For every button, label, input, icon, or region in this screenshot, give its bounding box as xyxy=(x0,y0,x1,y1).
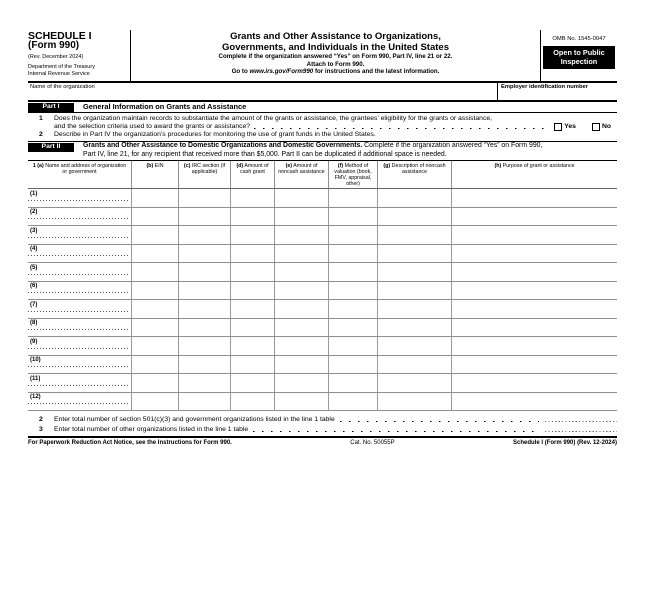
row-number: (2) xyxy=(30,209,38,216)
cash-grant-cell[interactable] xyxy=(230,356,274,374)
irc-section-cell[interactable] xyxy=(178,208,230,226)
yes-checkbox[interactable] xyxy=(554,123,562,131)
table-row xyxy=(28,319,617,338)
dept-line1: Department of the Treasury xyxy=(28,64,95,70)
row-number: (7) xyxy=(30,301,38,308)
name-address-cell[interactable] xyxy=(28,245,131,263)
cash-grant-cell[interactable] xyxy=(230,245,274,263)
ein-field[interactable]: Employer identification number xyxy=(497,83,617,100)
valuation-method-cell[interactable] xyxy=(328,337,377,355)
org-name-field[interactable]: Name of the organization xyxy=(30,84,95,90)
irc-section-cell[interactable] xyxy=(178,393,230,411)
ein-cell[interactable] xyxy=(131,300,178,318)
row-dotted-line xyxy=(28,348,130,350)
line1-number-spacer xyxy=(28,123,54,131)
noncash-amount-cell[interactable] xyxy=(274,319,328,337)
cash-grant-cell[interactable] xyxy=(230,226,274,244)
valuation-method-cell[interactable] xyxy=(328,282,377,300)
noncash-description-cell[interactable] xyxy=(377,300,451,318)
total-other-orgs-entry-field[interactable] xyxy=(545,424,617,434)
irc-section-cell[interactable] xyxy=(178,356,230,374)
form-header xyxy=(28,30,617,83)
col-f-prefix: (f) xyxy=(337,162,344,169)
irs-url-text: www.irs.gov/Form990 xyxy=(249,68,314,76)
row-number: (12) xyxy=(30,394,41,401)
ein-cell[interactable] xyxy=(131,319,178,337)
table-row xyxy=(28,282,617,301)
part2-title-rest: Complete if the organization answered “Yes” on Form 990, xyxy=(362,142,543,149)
name-address-cell[interactable] xyxy=(28,356,131,374)
grant-purpose-cell[interactable] xyxy=(451,374,617,392)
footer-form-id: Schedule I (Form 990) (Rev. 12-2024) xyxy=(513,439,617,446)
noncash-description-cell[interactable] xyxy=(377,245,451,263)
col-h-prefix: (h) xyxy=(494,162,502,169)
table-row xyxy=(28,189,617,208)
table-row xyxy=(28,356,617,375)
grant-purpose-cell[interactable] xyxy=(451,226,617,244)
total-line3-dot-leader xyxy=(253,424,539,434)
omb-block xyxy=(540,30,617,81)
ein-cell[interactable] xyxy=(131,337,178,355)
noncash-amount-cell[interactable] xyxy=(274,208,328,226)
ein-cell[interactable] xyxy=(131,393,178,411)
noncash-description-cell[interactable] xyxy=(377,356,451,374)
ein-cell[interactable] xyxy=(131,263,178,281)
noncash-amount-cell[interactable] xyxy=(274,337,328,355)
irc-section-cell[interactable] xyxy=(178,189,230,207)
cash-grant-cell[interactable] xyxy=(230,208,274,226)
ein-cell[interactable] xyxy=(131,282,178,300)
org-info-row xyxy=(28,83,617,102)
form-page xyxy=(28,30,617,446)
ein-cell[interactable] xyxy=(131,356,178,374)
name-address-cell[interactable] xyxy=(28,282,131,300)
total-line2-text: Enter total number of section 501(c)(3) and government organizations listed in the line 1 table xyxy=(54,416,335,424)
col-header-irc-section xyxy=(178,161,230,189)
noncash-amount-cell[interactable] xyxy=(274,393,328,411)
yes-no-group xyxy=(554,123,611,131)
subtitle-goto xyxy=(131,68,540,76)
part1-line1 xyxy=(28,113,617,124)
table-row xyxy=(28,393,617,412)
grant-purpose-cell[interactable] xyxy=(451,300,617,318)
name-address-cell[interactable] xyxy=(28,337,131,355)
form-subtitle xyxy=(131,53,540,76)
cash-grant-cell[interactable] xyxy=(230,393,274,411)
noncash-description-cell[interactable] xyxy=(377,282,451,300)
noncash-description-cell[interactable] xyxy=(377,226,451,244)
row-number: (5) xyxy=(30,264,38,271)
irc-section-cell[interactable] xyxy=(178,337,230,355)
col-header-valuation-method xyxy=(328,161,377,189)
irc-section-cell[interactable] xyxy=(178,245,230,263)
table-row xyxy=(28,263,617,282)
title-line1: Grants and Other Assistance to Organizations, xyxy=(230,31,441,42)
col-b-label: EIN xyxy=(154,162,164,169)
grant-purpose-cell[interactable] xyxy=(451,393,617,411)
grant-purpose-cell[interactable] xyxy=(451,282,617,300)
goto-post: for instructions and the latest information. xyxy=(313,68,440,76)
noncash-description-cell[interactable] xyxy=(377,208,451,226)
cash-grant-cell[interactable] xyxy=(230,300,274,318)
ein-cell[interactable] xyxy=(131,226,178,244)
schedule-label: SCHEDULE I xyxy=(28,30,92,42)
row-number: (6) xyxy=(30,283,38,290)
treasury-label xyxy=(28,64,130,77)
cash-grant-cell[interactable] xyxy=(230,189,274,207)
cash-grant-cell[interactable] xyxy=(230,282,274,300)
part1-title: General Information on Grants and Assistance xyxy=(83,102,247,111)
paperwork-notice: For Paperwork Reduction Act Notice, see the Instructions for Form 990. xyxy=(28,439,232,446)
valuation-method-cell[interactable] xyxy=(328,263,377,281)
row-dotted-line xyxy=(28,255,130,257)
noncash-amount-cell[interactable] xyxy=(274,282,328,300)
irc-section-cell[interactable] xyxy=(178,282,230,300)
row-number: (1) xyxy=(30,190,38,197)
yes-label: Yes xyxy=(564,123,576,130)
cash-grant-cell[interactable] xyxy=(230,263,274,281)
open-line2: Inspection xyxy=(560,56,598,66)
name-address-cell[interactable] xyxy=(28,263,131,281)
noncash-amount-cell[interactable] xyxy=(274,356,328,374)
total-501c3-entry-field[interactable] xyxy=(545,414,617,424)
no-checkbox[interactable] xyxy=(592,123,600,131)
table-row xyxy=(28,300,617,319)
total-501c3-line xyxy=(28,414,617,424)
total-other-orgs-line xyxy=(28,424,617,434)
row-number: (3) xyxy=(30,227,38,234)
part1-line2 xyxy=(28,131,617,139)
grant-purpose-cell[interactable] xyxy=(451,337,617,355)
form-number-label: (Form 990) xyxy=(28,40,80,51)
line1-number: 1 xyxy=(39,115,43,122)
row-dotted-line xyxy=(28,329,130,331)
grant-purpose-cell[interactable] xyxy=(451,356,617,374)
goto-pre: Go to xyxy=(231,68,250,76)
irc-section-cell[interactable] xyxy=(178,319,230,337)
ein-cell[interactable] xyxy=(131,189,178,207)
noncash-description-cell[interactable] xyxy=(377,374,451,392)
line1-text-b: and the selection criteria used to award the grants or assistance? xyxy=(54,123,251,130)
part2-tag: Part II xyxy=(28,143,74,152)
grant-purpose-cell[interactable] xyxy=(451,319,617,337)
ein-cell[interactable] xyxy=(131,374,178,392)
name-address-cell[interactable] xyxy=(28,393,131,411)
col-d-prefix: (d) xyxy=(236,162,244,169)
noncash-description-cell[interactable] xyxy=(377,337,451,355)
noncash-amount-cell[interactable] xyxy=(274,226,328,244)
col-g-label: Description of noncash assistance xyxy=(391,162,446,175)
row-dotted-line xyxy=(28,274,130,276)
col-header-name-address xyxy=(28,161,131,189)
row-dotted-line xyxy=(28,218,130,220)
name-address-cell[interactable] xyxy=(28,300,131,318)
col-c-prefix: (c) xyxy=(183,162,191,169)
name-address-cell[interactable] xyxy=(28,374,131,392)
part2-bar xyxy=(28,141,617,161)
name-address-cell[interactable] xyxy=(28,226,131,244)
col-b-prefix: (b) xyxy=(146,162,154,169)
col-c-label: IRC section (if applicable) xyxy=(191,162,226,175)
total-line3-number: 3 xyxy=(39,426,43,434)
row-number: (10) xyxy=(30,357,41,364)
part1-line1-cont xyxy=(28,123,617,131)
row-number: (4) xyxy=(30,246,38,253)
form-title-block xyxy=(131,30,540,81)
cash-grant-cell[interactable] xyxy=(230,374,274,392)
noncash-amount-cell[interactable] xyxy=(274,245,328,263)
irc-section-cell[interactable] xyxy=(178,226,230,244)
col-header-noncash-amount xyxy=(274,161,328,189)
table-row xyxy=(28,245,617,264)
irc-section-cell[interactable] xyxy=(178,300,230,318)
valuation-method-cell[interactable] xyxy=(328,319,377,337)
row-dotted-line xyxy=(28,200,130,202)
row-dotted-line xyxy=(28,403,130,405)
col-a-label: Name and address of organization or government xyxy=(45,162,127,175)
noncash-description-cell[interactable] xyxy=(377,319,451,337)
valuation-method-cell[interactable] xyxy=(328,245,377,263)
table-row xyxy=(28,226,617,245)
row-number: (8) xyxy=(30,320,38,327)
valuation-method-cell[interactable] xyxy=(328,374,377,392)
row-dotted-line xyxy=(28,292,130,294)
row-dotted-line xyxy=(28,385,130,387)
no-label: No xyxy=(601,123,611,130)
cash-grant-cell[interactable] xyxy=(230,337,274,355)
name-address-cell[interactable] xyxy=(28,208,131,226)
col-header-noncash-description xyxy=(377,161,451,189)
cash-grant-cell[interactable] xyxy=(230,319,274,337)
subtitle-complete: Complete if the organization answered “Yes” on Form 990, Part IV, line 21 or 22. xyxy=(218,53,453,60)
name-address-cell[interactable] xyxy=(28,189,131,207)
col-e-prefix: (e) xyxy=(285,162,293,169)
col-g-prefix: (g) xyxy=(383,162,391,169)
row-dotted-line xyxy=(28,311,130,313)
subtitle-attach: Attach to Form 990. xyxy=(306,60,365,68)
valuation-method-cell[interactable] xyxy=(328,208,377,226)
row-number: (11) xyxy=(30,375,41,382)
grants-table-header xyxy=(28,161,617,190)
ein-cell[interactable] xyxy=(131,245,178,263)
form-footer xyxy=(28,438,617,446)
valuation-method-cell[interactable] xyxy=(328,356,377,374)
part2-title-line1 xyxy=(83,142,542,151)
name-address-cell[interactable] xyxy=(28,319,131,337)
col-a-prefix: 1 (a) xyxy=(32,162,44,169)
col-e-label: Amount of noncash assistance xyxy=(278,162,325,175)
open-line1: Open to Public xyxy=(553,48,605,57)
valuation-method-cell[interactable] xyxy=(328,300,377,318)
col-header-cash-grant xyxy=(230,161,274,189)
part2-title-bold: Grants and Other Assistance to Domestic Organizations and Domestic Governments. xyxy=(83,142,363,149)
noncash-amount-cell[interactable] xyxy=(274,189,328,207)
line2-text: Describe in Part IV the organization’s procedures for monitoring the use of grant funds in the United States. xyxy=(54,131,376,138)
ein-cell[interactable] xyxy=(131,208,178,226)
col-header-ein xyxy=(131,161,178,189)
table-row xyxy=(28,208,617,227)
line1-dot-leader xyxy=(254,123,549,131)
title-line2: Governments, and Individuals in the United States xyxy=(222,41,449,53)
dept-line2: Internal Revenue Service xyxy=(28,70,90,77)
col-h-label: Purpose of grant or assistance xyxy=(502,162,575,169)
row-dotted-line xyxy=(28,237,130,239)
noncash-description-cell[interactable] xyxy=(377,263,451,281)
grant-purpose-cell[interactable] xyxy=(451,189,617,207)
noncash-amount-cell[interactable] xyxy=(274,263,328,281)
irc-section-cell[interactable] xyxy=(178,374,230,392)
noncash-amount-cell[interactable] xyxy=(274,374,328,392)
noncash-description-cell[interactable] xyxy=(377,189,451,207)
grant-purpose-cell[interactable] xyxy=(451,245,617,263)
form-id-block xyxy=(28,30,131,81)
omb-number: OMB No. 1545-0047 xyxy=(552,36,606,42)
part2-title xyxy=(74,142,542,160)
noncash-amount-cell[interactable] xyxy=(274,300,328,318)
revision-label: (Rev. December 2024) xyxy=(28,54,84,60)
noncash-description-cell[interactable] xyxy=(377,393,451,411)
valuation-method-cell[interactable] xyxy=(328,189,377,207)
table-row xyxy=(28,337,617,356)
table-row xyxy=(28,374,617,393)
line1-text-a: Does the organization maintain records to substantiate the amount of the grants or assistance, the grantees’ eligibility for the grants or assistance, xyxy=(54,115,493,122)
col-d-label: Amount of cash grant xyxy=(240,162,269,175)
part1-tag: Part I xyxy=(28,103,74,112)
line2-number: 2 xyxy=(39,131,43,138)
col-f-label: Method of valuation (book, FMV, appraisal, other) xyxy=(334,162,372,188)
valuation-method-cell[interactable] xyxy=(328,226,377,244)
grant-purpose-cell[interactable] xyxy=(451,208,617,226)
open-to-public-badge xyxy=(543,46,615,69)
catalog-number: Cat. No. 50055P xyxy=(350,439,395,446)
irc-section-cell[interactable] xyxy=(178,263,230,281)
part2-title-line2: Part IV, line 21, for any recipient that received more than $5,000. Part II can be duplicated if additional space is needed. xyxy=(83,150,447,158)
col-header-grant-purpose xyxy=(451,161,617,189)
valuation-method-cell[interactable] xyxy=(328,393,377,411)
part1-bar xyxy=(28,102,617,113)
row-number: (9) xyxy=(30,338,38,345)
total-line3-text: Enter total number of other organizations listed in the line 1 table xyxy=(54,426,249,434)
total-line2-dot-leader xyxy=(340,414,539,424)
form-title xyxy=(131,32,540,53)
grant-purpose-cell[interactable] xyxy=(451,263,617,281)
total-line2-number: 2 xyxy=(39,416,43,424)
row-dotted-line xyxy=(28,366,130,368)
